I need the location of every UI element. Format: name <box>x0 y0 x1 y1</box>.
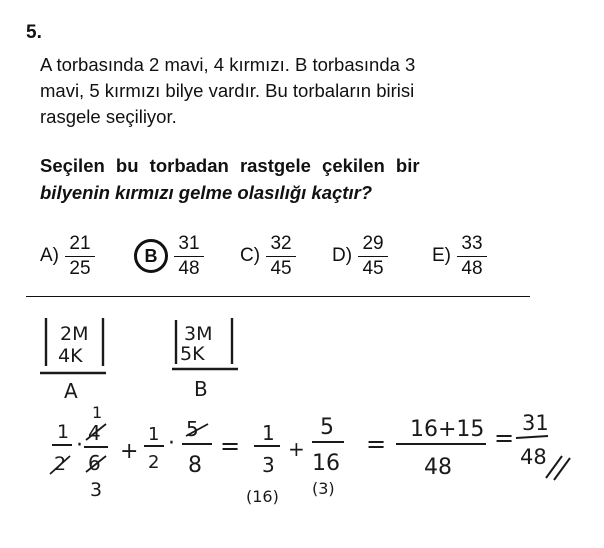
equals-sign: = <box>220 432 241 460</box>
numerator: 29 <box>362 232 384 254</box>
denominator: 45 <box>362 257 384 279</box>
bag-b-sketch <box>172 318 238 401</box>
fraction-two-numerator: 5 <box>320 415 334 440</box>
stem-line: mavi, 5 kırmızı bilye vardır. Bu torbaların birisi <box>40 80 415 101</box>
multiply-sign: · <box>76 433 83 458</box>
plus-sign: + <box>120 439 139 464</box>
denominator: 48 <box>461 257 483 279</box>
term-numerator: 5 <box>186 417 199 441</box>
half-denominator: 2 <box>54 453 67 475</box>
fraction-two-denominator: 16 <box>312 451 340 476</box>
fraction-one-denominator: 3 <box>262 453 275 477</box>
denominator: 25 <box>69 257 91 279</box>
bag-b-label: B <box>194 377 208 401</box>
combined-fraction <box>396 417 486 480</box>
choice-letter: A) <box>40 245 59 266</box>
choice-letter: D) <box>332 245 353 266</box>
equals-sign: = <box>366 430 387 458</box>
stem-line: rasgele seçiliyor. <box>40 106 177 127</box>
bag-a-sketch <box>40 318 106 403</box>
prompt-line: bilyenin kırmızı gelme olasılığı kaçtır? <box>40 182 373 203</box>
combined-denominator: 48 <box>424 455 452 480</box>
numerator: 32 <box>270 232 292 254</box>
multiply-sign: · <box>168 431 175 456</box>
stem-line: A torbasında 2 mavi, 4 kırmızı. B torbasında 3 <box>40 54 416 75</box>
prompt-line: Seçilen bu torbadan rastgele çekilen bir <box>40 155 420 176</box>
choice-letter: E) <box>432 245 451 266</box>
final-result <box>516 411 570 480</box>
answer-end-mark <box>546 456 570 480</box>
numerator: 33 <box>461 232 483 254</box>
question-number: 5. <box>26 22 42 43</box>
result-denominator: 48 <box>520 445 547 469</box>
half-denominator: 2 <box>148 452 160 473</box>
cancelled-result: 1 <box>92 403 103 422</box>
plus-sign: + <box>288 437 305 461</box>
bag-a-red: 4K <box>58 345 83 367</box>
bag-a-label: A <box>64 379 78 403</box>
numerator: 31 <box>178 232 200 254</box>
numerator: 21 <box>69 232 91 254</box>
equals-sign: = <box>494 424 515 452</box>
combined-numerator: 16+15 <box>410 417 485 442</box>
choice-letter: C) <box>240 245 261 266</box>
term-denominator: 6 <box>88 451 101 475</box>
selected-answer-mark: B <box>134 239 168 273</box>
term-one <box>50 403 108 501</box>
reduced-denominator: 3 <box>90 479 103 501</box>
term-numerator: 4 <box>88 421 101 445</box>
term-denominator: 8 <box>188 453 202 478</box>
expansion-factor: (16) <box>246 487 279 506</box>
fraction-one-numerator: 1 <box>262 421 275 445</box>
half-numerator: 1 <box>148 424 160 445</box>
term-two <box>144 417 212 478</box>
simplified-sum <box>246 415 344 506</box>
bag-b-blue: 3M <box>184 323 213 345</box>
result-numerator: 31 <box>522 411 549 435</box>
denominator: 45 <box>270 257 292 279</box>
expansion-factor: (3) <box>312 479 335 498</box>
bag-b-red: 5K <box>180 343 205 365</box>
half-numerator: 1 <box>57 421 70 443</box>
bag-a-blue: 2M <box>60 323 89 345</box>
denominator: 48 <box>178 257 200 279</box>
